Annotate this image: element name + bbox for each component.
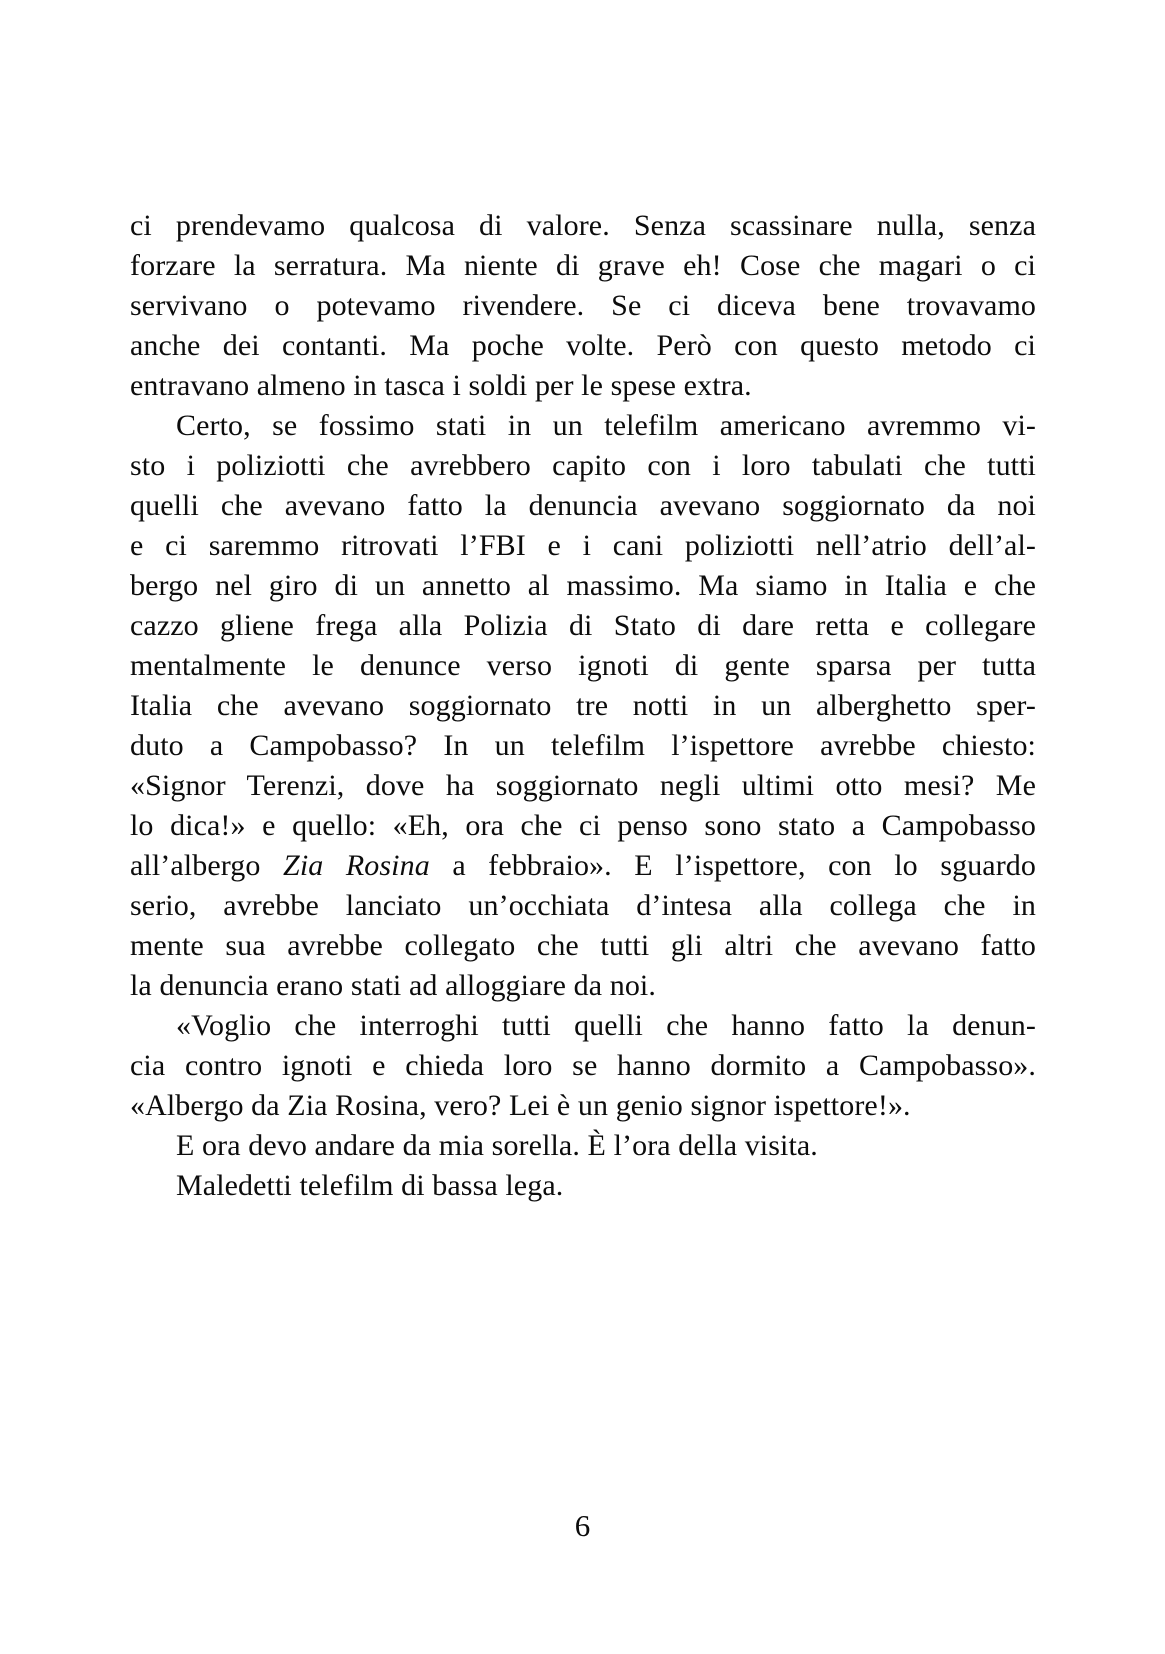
text-line: forzare la serratura. Ma niente di grave eh! Cose che magari o ci xyxy=(130,249,1036,282)
text-line: Italia che avevano soggiornato tre notti in un alberghetto sper- xyxy=(130,689,1036,722)
text-line: Maledetti telefilm di bassa lega. xyxy=(176,1169,564,1202)
text-line: e ci saremmo ritrovati l’FBI e i cani poliziotti nell’atrio dell’al- xyxy=(130,529,1036,562)
text-line: anche dei contanti. Ma poche volte. Però con questo metodo ci xyxy=(130,329,1036,362)
page-number: 6 xyxy=(574,1508,591,1543)
text-line: entravano almeno in tasca i soldi per le spese extra. xyxy=(130,369,752,402)
text-line: cia contro ignoti e chieda loro se hanno dormito a Campobasso». xyxy=(130,1049,1036,1082)
text-line: la denuncia erano stati ad alloggiare da noi. xyxy=(130,969,656,1002)
text-line: E ora devo andare da mia sorella. È l’ora della visita. xyxy=(176,1129,818,1162)
text-line: lo dica!» e quello: «Eh, ora che ci penso sono stato a Campobasso xyxy=(130,809,1036,842)
text-line: «Albergo da Zia Rosina, vero? Lei è un genio signor ispettore!». xyxy=(130,1089,911,1122)
text-line: duto a Campobasso? In un telefilm l’ispettore avrebbe chiesto: xyxy=(130,729,1036,762)
text-line: quelli che avevano fatto la denuncia avevano soggiornato da noi xyxy=(130,489,1036,522)
text-line: «Voglio che interroghi tutti quelli che hanno fatto la denun- xyxy=(176,1009,1036,1042)
text-line: cazzo gliene frega alla Polizia di Stato di dare retta e collegare xyxy=(130,609,1036,642)
text-line: serio, avrebbe lanciato un’occhiata d’intesa alla collega che in xyxy=(130,889,1036,922)
text-line: ci prendevamo qualcosa di valore. Senza scassinare nulla, senza xyxy=(130,209,1036,242)
text-line: servivano o potevamo rivendere. Se ci diceva bene trovavamo xyxy=(130,289,1036,322)
text-line: sto i poliziotti che avrebbero capito con i loro tabulati che tutti xyxy=(130,449,1036,482)
text-line: Certo, se fossimo stati in un telefilm americano avremmo vi- xyxy=(176,409,1036,442)
text-line: «Signor Terenzi, dove ha soggiornato negli ultimi otto mesi? Me xyxy=(130,769,1036,802)
book-title-italic: Zia Rosina xyxy=(283,849,430,882)
text-line: all’albergo Zia Rosina a febbraio». E l’ispettore, con lo sguardo xyxy=(130,849,1036,882)
text-line: mentalmente le denunce verso ignoti di gente sparsa per tutta xyxy=(130,649,1036,682)
text-line: bergo nel giro di un annetto al massimo. Ma siamo in Italia e che xyxy=(130,569,1036,602)
body-text xyxy=(130,206,1036,1206)
text-line: mente sua avrebbe collegato che tutti gli altri che avevano fatto xyxy=(130,929,1036,962)
